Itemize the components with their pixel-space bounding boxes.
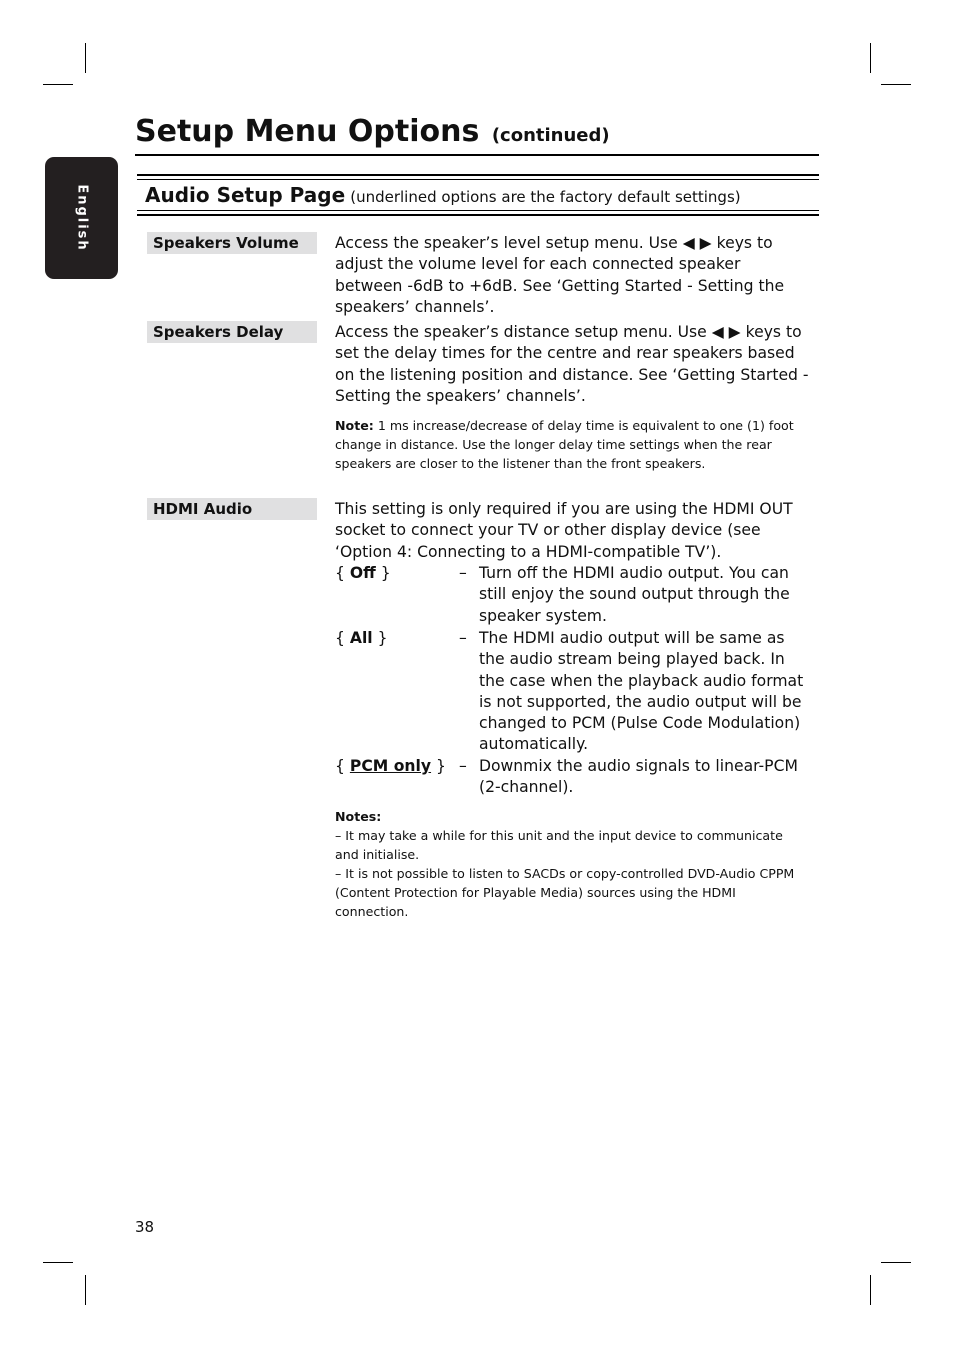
crop-mark — [85, 1275, 86, 1305]
section-note: (underlined options are the factory default settings) — [350, 188, 741, 206]
section-heading — [145, 181, 741, 211]
option-dash: – — [459, 564, 467, 582]
speakers-volume-description: Access the speaker’s level setup menu. Use ◀ ▶ keys to adjust the volume level for each connected speaker between -6dB to +6dB. See ‘Getting Started - Setting the speakers’ channels’. — [335, 234, 785, 316]
speakers-delay-description: Access the speaker’s distance setup menu. Use ◀ ▶ keys to set the delay times for the centre and rear speakers based on the listening position and distance. See ‘Getting Started - Setting the speakers’ channels’. — [335, 323, 809, 405]
option-off-name: Off — [349, 564, 376, 582]
title-rule — [135, 154, 819, 156]
option-all-key: { All } — [335, 629, 388, 647]
section-rule-top — [137, 174, 819, 176]
option-pcm-only-name: PCM only — [349, 757, 432, 775]
note-item: – It is not possible to listen to SACDs or copy-controlled DVD-Audio CPPM (Content Protection for Playable Media) sources using the HDMI connection. — [335, 866, 795, 919]
option-pcm-only-key: { PCM only } — [335, 757, 446, 775]
hdmi-audio-description: This setting is only required if you are using the HDMI OUT socket to connect your TV or other display device (see ‘Option 4: Connecting to a HDMI-compatible TV’). — [335, 500, 793, 561]
section-rule-top-thin — [137, 179, 819, 180]
speakers-volume-label: Speakers Volume — [147, 232, 317, 254]
speakers-delay-note — [335, 416, 810, 473]
option-off-text: Turn off the HDMI audio output. You can still enjoy the sound output through the speaker system. — [479, 564, 790, 625]
speakers-delay-label: Speakers Delay — [147, 321, 317, 343]
crop-mark — [43, 84, 73, 85]
crop-mark — [870, 43, 871, 73]
section-title: Audio Setup Page — [145, 183, 346, 207]
page-title-suffix: (continued) — [491, 125, 610, 146]
language-tab — [45, 157, 118, 279]
hdmi-audio-label: HDMI Audio — [147, 498, 317, 520]
notes-label: Notes: — [335, 809, 382, 824]
option-dash: – — [459, 757, 467, 775]
note-item: – It may take a while for this unit and the input device to communicate and initialise. — [335, 828, 783, 862]
page-number: 38 — [135, 1218, 155, 1236]
note-label: Note: — [335, 418, 374, 433]
page-title — [135, 112, 825, 156]
option-all-name: All — [349, 629, 373, 647]
crop-mark — [881, 1262, 911, 1263]
crop-mark — [85, 43, 86, 73]
language-tab-label: English — [74, 184, 89, 252]
crop-mark — [881, 84, 911, 85]
crop-mark — [43, 1262, 73, 1263]
section-rule-bottom-thin — [137, 210, 819, 211]
option-all-text: The HDMI audio output will be same as the audio stream being played back. In the case when the playback audio format is not supported, the audio output will be changed to PCM (Pulse Code Modulation) automatically. — [479, 629, 804, 754]
option-dash: – — [459, 629, 467, 647]
option-off-key: { Off } — [335, 564, 391, 582]
note-text: 1 ms increase/decrease of delay time is equivalent to one (1) foot change in distance. Use the longer delay time settings when the rear speakers are closer to the listener than the front speakers. — [335, 418, 794, 471]
option-pcm-only-text: Downmix the audio signals to linear-PCM (2-channel). — [479, 757, 798, 797]
section-rule-bottom — [137, 214, 819, 216]
crop-mark — [870, 1275, 871, 1305]
hdmi-notes — [335, 807, 810, 921]
page-title-text: Setup Menu Options — [135, 114, 480, 149]
